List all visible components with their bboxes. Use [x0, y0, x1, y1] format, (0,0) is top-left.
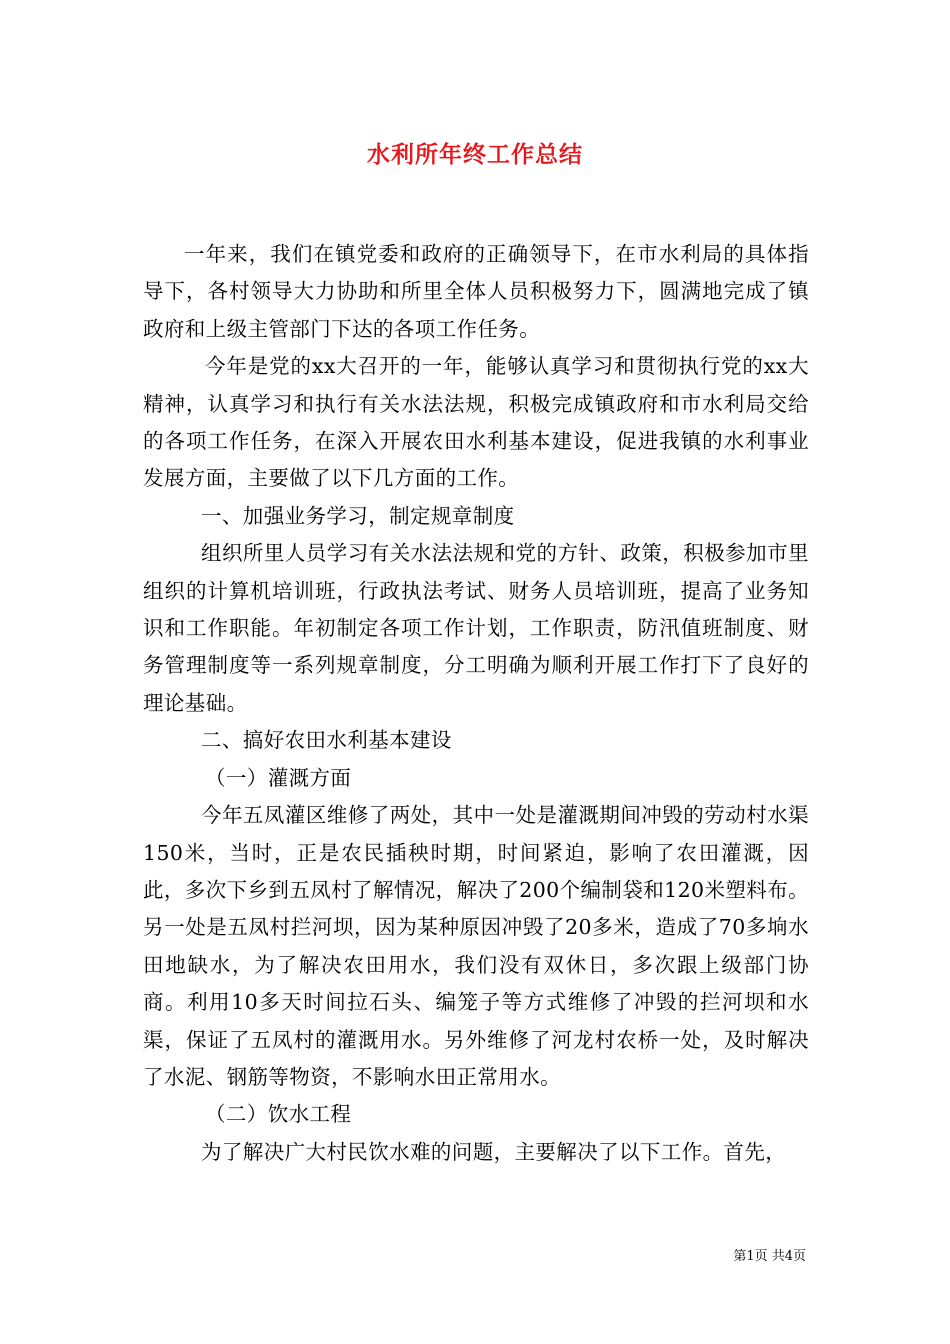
- paragraph-section-1: 组织所里人员学习有关水法法规和党的方针、政策，积极参加市里组织的计算机培训班，行政执法考试、财务人员培训班，提高了业务知识和工作职能。年初制定各项工作计划，工作职责，防汛值班制度、财务管理制度等一系列规章制度，分工明确为顺利开展工作打下了良好的理论基础。: [143, 541, 809, 715]
- document-body: [143, 236, 809, 1171]
- section-heading-1: 一、加强业务学习，制定规章制度: [201, 503, 515, 528]
- subsection-heading-drinking-water: （二）饮水工程: [205, 1102, 352, 1127]
- paragraph-irrigation: 今年五凤灌区维修了两处，其中一处是灌溉期间冲毁的劳动村水渠150米，当时，正是农民插秧时期，时间紧迫，影响了农田灌溉，因此，多次下乡到五凤村了解情况，解决了200个编制袋和120米塑料布。另一处是五凤村拦河坝，因为某种原因冲毁了20多米，造成了70多垧水田地缺水，为了解决农田用水，我们没有双休日，多次跟上级部门协商。利用10多天时间拉石头、编笼子等方式维修了冲毁的拦河坝和水渠，保证了五凤村的灌溉用水。另外维修了河龙村农桥一处，及时解决了水泥、钢筋等物资，不影响水田正常用水。: [143, 803, 809, 1089]
- subsection-heading-irrigation: （一）灌溉方面: [205, 765, 352, 790]
- paragraph-drinking-water: 为了解决广大村民饮水难的问题，主要解决了以下工作。首先，: [201, 1139, 787, 1164]
- section-heading-2: 二、搞好农田水利基本建设: [201, 728, 452, 753]
- page-number-footer: 第1页 共4页: [733, 1249, 806, 1264]
- paragraph-intro: 一年来，我们在镇党委和政府的正确领导下，在市水利局的具体指导下，各村领导大力协助和所里全体人员积极努力下，圆满地完成了镇政府和上级主管部门下达的各项工作任务。: [143, 242, 809, 341]
- document-title: 水利所年终工作总结: [367, 141, 583, 168]
- paragraph-overview: 今年是党的xx大召开的一年，能够认真学习和贯彻执行党的xx大精神，认真学习和执行有关水法法规，积极完成镇政府和市水利局交给的各项工作任务，在深入开展农田水利基本建设，促进我镇的水利事业发展方面，主要做了以下几方面的工作。: [143, 354, 809, 491]
